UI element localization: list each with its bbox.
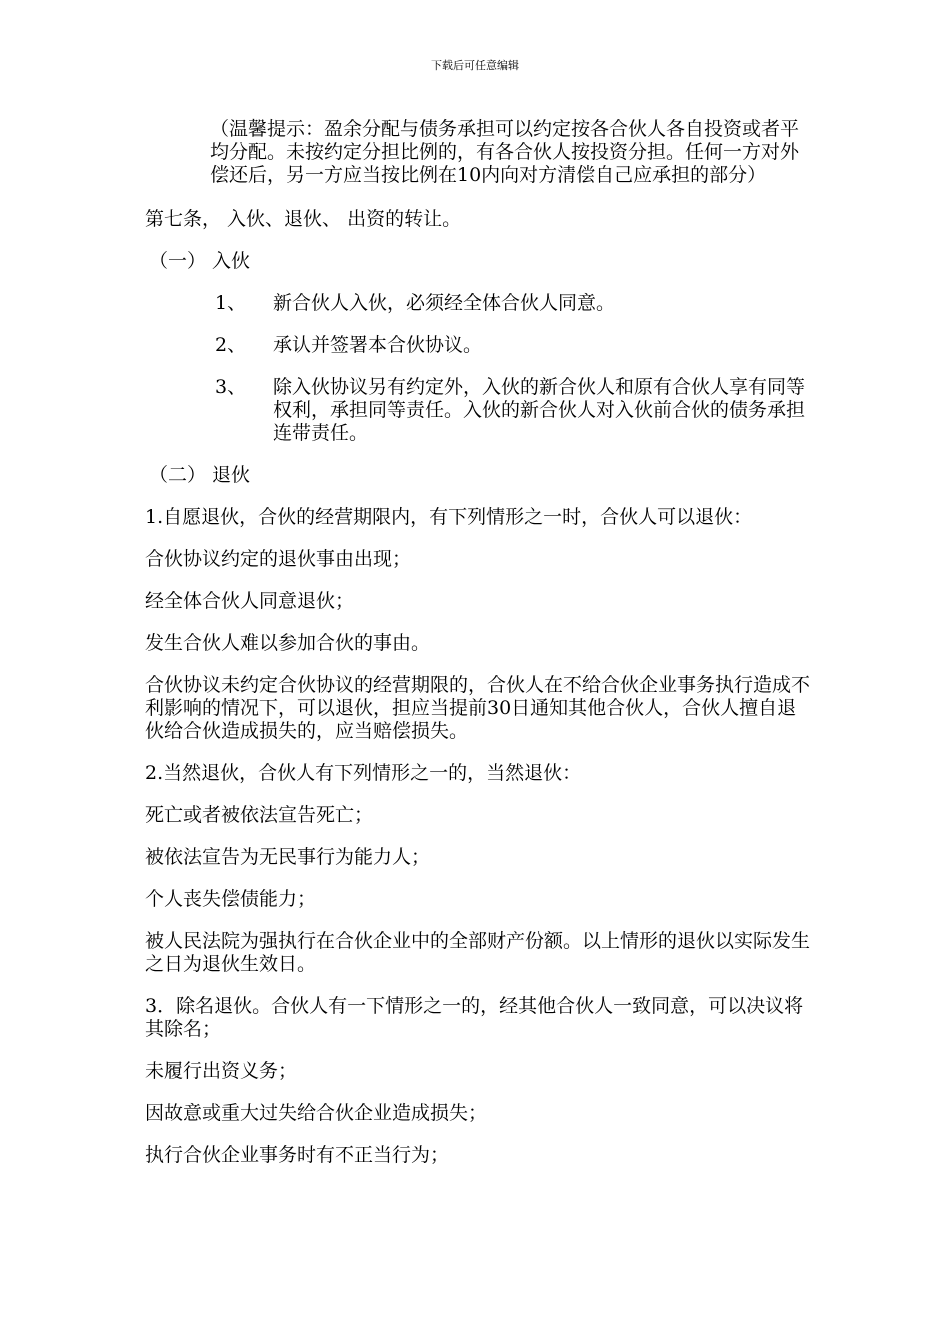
join-item-1 (145, 292, 810, 315)
withdraw-paragraph: 被人民法院为强执行在合伙企业中的全部财产份额。以上情形的退伙以实际发生之日为退伙生效日。 (145, 930, 811, 975)
section-withdraw-heading: （二） 退伙 (149, 464, 251, 486)
withdraw-paragraph: 发生合伙人难以参加合伙的事由。 (145, 632, 431, 654)
withdraw-paragraph: 合伙协议未约定合伙协议的经营期限的，合伙人在不给合伙企业事务执行造成不利影响的情况下，可以退伙，担应当提前30日通知其他合伙人，合伙人擅自退伙给合伙造成损失的，应当赔偿损失。 (145, 674, 811, 742)
withdraw-paragraph: 死亡或者被依法宣告死亡； (145, 804, 374, 826)
join-item-3 (145, 376, 810, 445)
join-item-2 (145, 334, 810, 357)
join-item-text: 新合伙人入伙，必须经全体合伙人同意。 (273, 292, 616, 314)
tip-paragraph: （温馨提示：盈余分配与债务承担可以约定按各合伙人各自投资或者平均分配。未按约定分担比例的，有各合伙人按投资分担。任何一方对外偿还后，另一方应当按比例在10内向对方清偿自己应承担的部分） (210, 118, 800, 186)
withdraw-paragraph: 被依法宣告为无民事行为能力人； (145, 846, 431, 868)
withdraw-paragraph: 3．除名退伙。合伙人有一下情形之一的，经其他合伙人一致同意，可以决议将其除名； (145, 995, 804, 1040)
join-item-number: 2、 (215, 334, 247, 356)
withdraw-paragraph: 1.自愿退伙，合伙的经营期限内，有下列情形之一时，合伙人可以退伙： (145, 506, 753, 528)
withdraw-paragraph: 经全体合伙人同意退伙； (145, 590, 355, 612)
withdraw-paragraph: 执行合伙企业事务时有不正当行为； (145, 1144, 450, 1166)
join-item-text: 除入伙协议另有约定外，入伙的新合伙人和原有合伙人享有同等权利，承担同等责任。入伙的新合伙人对入伙前合伙的债务承担连带责任。 (273, 376, 806, 444)
article-7-title: 第七条， 入伙、退伙、 出资的转让。 (145, 208, 462, 230)
withdraw-paragraph: 2.当然退伙，合伙人有下列情形之一的，当然退伙： (145, 762, 582, 784)
withdraw-paragraph: 未履行出资义务； (145, 1060, 298, 1082)
withdraw-paragraph: 个人丧失偿债能力； (145, 888, 317, 910)
join-item-number: 3、 (215, 376, 247, 398)
document-body (145, 118, 810, 1186)
join-item-number: 1、 (215, 292, 247, 314)
withdraw-paragraph: 合伙协议约定的退伙事由出现； (145, 548, 412, 570)
page-header: 下载后可任意编辑 (431, 59, 519, 72)
join-item-text: 承认并签署本合伙协议。 (273, 334, 483, 356)
section-join-heading: （一） 入伙 (149, 250, 251, 272)
withdraw-paragraph: 因故意或重大过失给合伙企业造成损失； (145, 1102, 488, 1124)
